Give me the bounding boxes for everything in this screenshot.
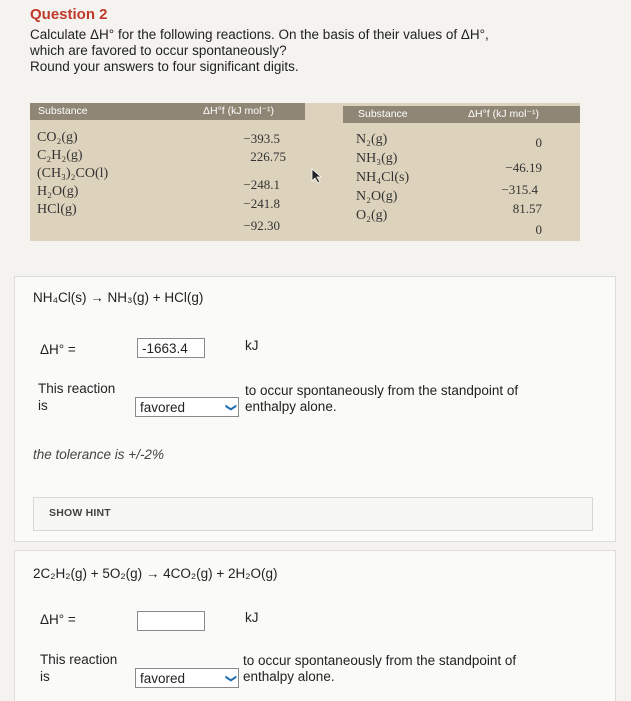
question-title: Question 2 [30,6,108,23]
substance-left-2: (CH₃)₂CO(l) [37,166,109,181]
value-left-1: 226.75 [250,149,286,164]
part-2-favored-select[interactable] [135,668,239,688]
part-2-this-reaction: This reaction [40,652,118,667]
show-hint-label: SHOW HINT [49,507,111,519]
part-1-favored-select[interactable] [135,397,239,417]
substance-right-4: O₂(g) [356,208,388,223]
value-right-3: 81.57 [512,201,542,216]
substance-left-1: C₂H₂(g) [37,148,83,163]
enthalpy-data-table [30,103,580,241]
header-substance-left: Substance [38,105,88,117]
header-substance-right: Substance [358,108,408,120]
value-right-0: 0 [535,135,542,150]
value-left-2: −248.1 [243,177,280,192]
substance-right-0: N₂(g) [356,132,388,147]
question-line-3: Round your answers to four significant digits. [30,59,299,74]
part-1-unit: kJ [245,338,259,353]
header-dh-left: ΔH°f (kJ mol⁻¹) [203,105,274,117]
part-2-dh-input[interactable] [137,611,205,631]
part-1-reaction: NH₄Cl(s) → NH₃(g) + HCl(g) [33,290,204,305]
substance-left-4: HCl(g) [37,202,77,217]
part-1-tail-2: enthalpy alone. [245,399,337,414]
part-2-unit: kJ [245,610,259,625]
substance-left-3: H₂O(g) [37,184,79,199]
chevron-down-icon: ❯ [224,402,237,413]
substance-right-1: NH₃(g) [356,151,398,166]
value-left-0: −393.5 [243,131,280,146]
part-1-is: is [38,398,48,413]
question-line-1: Calculate ΔH° for the following reactions. On the basis of their values of ΔH°, [30,27,489,42]
part-2-dh-label: ΔH° = [40,612,76,627]
tolerance-note: the tolerance is +/-2% [33,447,164,462]
value-left-3: −241.8 [243,196,280,211]
part-1-dh-label: ΔH° = [40,342,76,357]
part-1-select-value: favored [140,400,186,415]
part-1-this-reaction: This reaction [38,381,116,396]
value-left-4: −92.30 [243,218,280,233]
part-2-reaction: 2C₂H₂(g) + 5O₂(g) → 4CO₂(g) + 2H₂O(g) [33,566,278,581]
substance-right-2: NH₄Cl(s) [356,170,410,185]
substance-left-0: CO₂(g) [37,130,78,145]
part-2-tail-1: to occur spontaneously from the standpoint of [243,653,517,668]
value-right-2: −315.4 [501,182,538,197]
mouse-cursor-icon [310,168,324,189]
question-header [30,6,610,75]
value-right-4: 0 [535,222,542,237]
substance-right-3: N₂O(g) [356,189,398,204]
value-right-1: −46.19 [505,160,542,175]
header-dh-right: ΔH°f (kJ mol⁻¹) [468,108,539,120]
part-1-dh-input[interactable]: -1663.4 [137,338,205,358]
question-line-2: which are favored to occur spontaneously? [30,43,287,58]
part-2-tail-2: enthalpy alone. [243,669,335,684]
part-2-select-value: favored [140,671,186,686]
part-2-is: is [40,669,50,684]
part-1-tail-1: to occur spontaneously from the standpoint of [245,383,519,398]
show-hint-button[interactable] [33,497,593,531]
chevron-down-icon: ❯ [224,673,237,684]
